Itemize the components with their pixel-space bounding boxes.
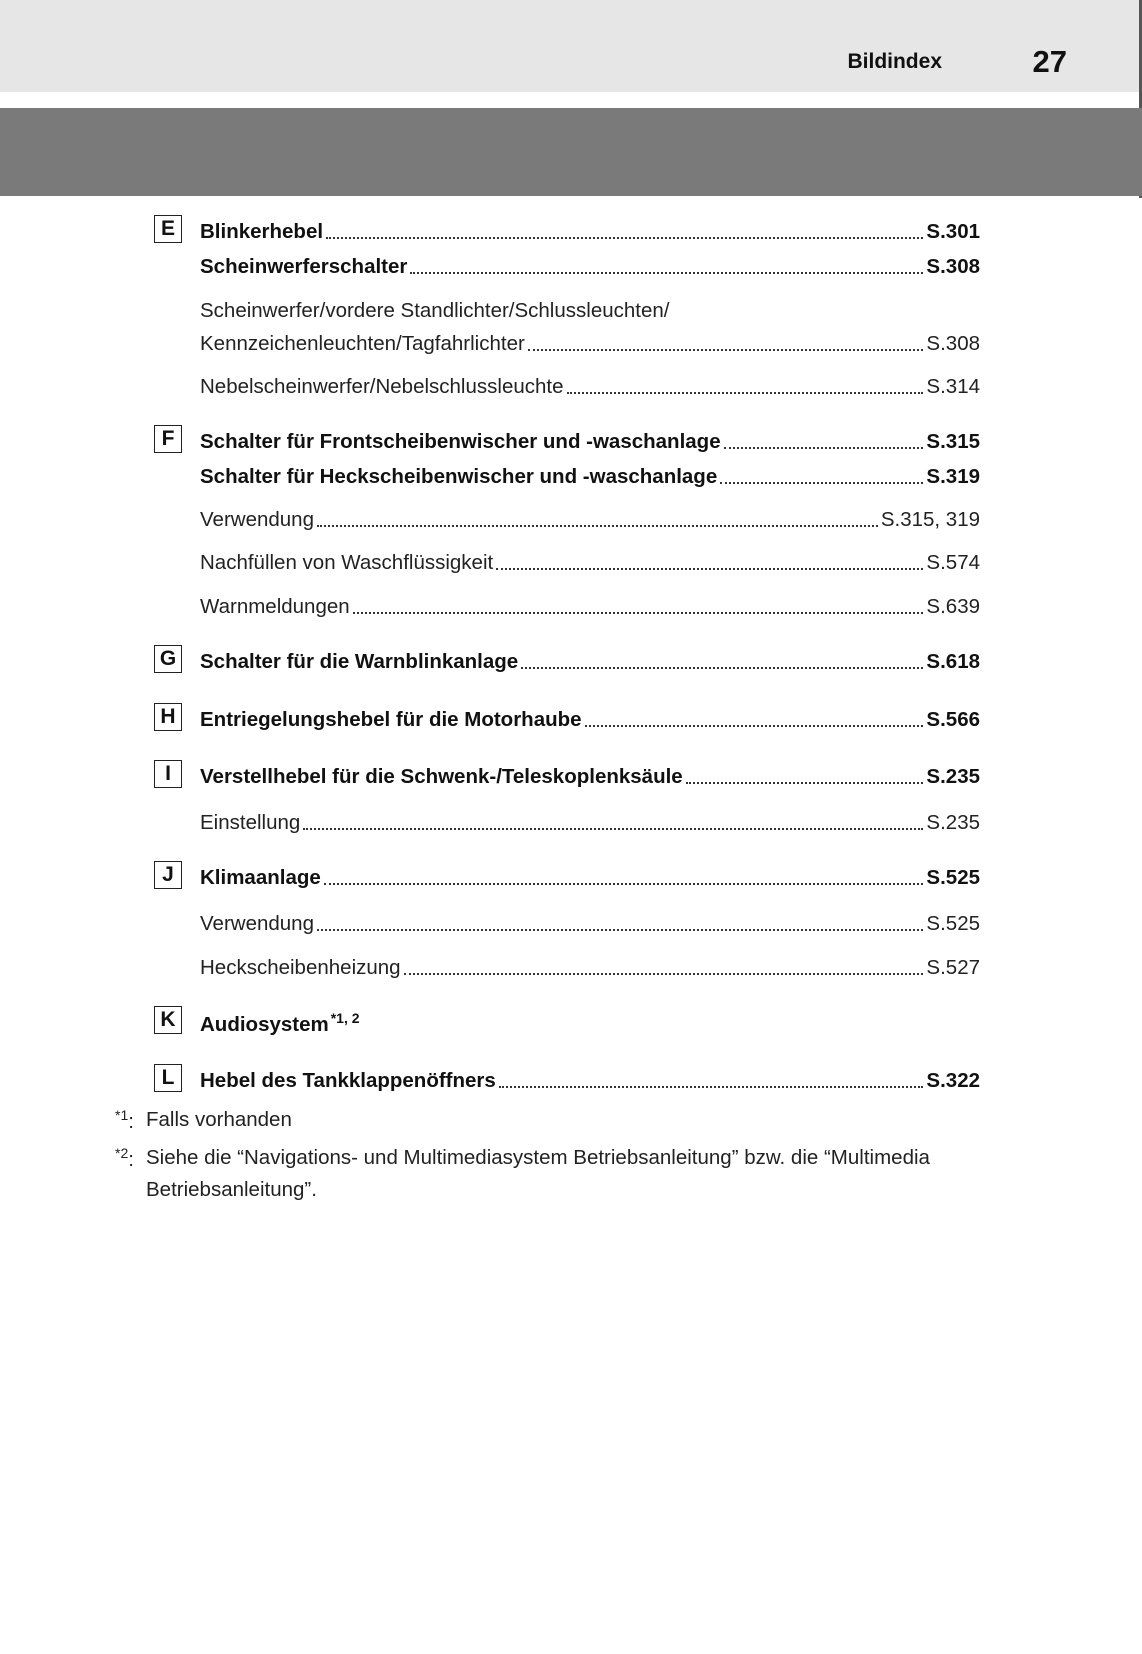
- header-gray-bar: [0, 108, 1142, 196]
- entry-title: Schalter für die Warnblinkanlage: [200, 650, 519, 673]
- leader-dots: [317, 525, 878, 527]
- index-entry[interactable]: [200, 255, 980, 279]
- index-entry[interactable]: [200, 866, 980, 890]
- page-ref: S.235: [926, 765, 980, 788]
- footnote-mark: $^{*1}$:: [115, 1107, 134, 1133]
- letter-box-h: H: [154, 703, 182, 731]
- leader-dots: [720, 482, 923, 484]
- index-entry[interactable]: [200, 811, 980, 835]
- entry-title: Scheinwerferschalter: [200, 255, 408, 278]
- page-ref: S.566: [926, 708, 980, 731]
- footnote-text: Siehe die “Navigations- und Multimediasystem Betriebsanleitung” bzw. die “Multimedia Betriebsanleitung”.: [146, 1146, 930, 1201]
- leader-dots: [686, 782, 924, 784]
- leader-dots: [496, 568, 923, 570]
- page-ref: S.618: [926, 650, 980, 673]
- page-header: [0, 0, 1142, 92]
- entry-title: Schalter für Frontscheibenwischer und -waschanlage: [200, 430, 721, 453]
- entry-title: Entriegelungshebel für die Motorhaube: [200, 708, 582, 731]
- index-entry[interactable]: [200, 956, 980, 980]
- index-entry[interactable]: [200, 765, 980, 789]
- page-ref: S.235: [926, 811, 980, 834]
- index-entry[interactable]: [200, 430, 980, 454]
- footnote-ref: *1, 2: [330, 1010, 360, 1026]
- letter-box-e: E: [154, 215, 182, 243]
- entry-title: Blinkerhebel: [200, 220, 324, 243]
- entry-title: Heckscheibenheizung: [200, 956, 401, 979]
- index-entry[interactable]: [200, 1010, 360, 1037]
- letter-box-g: G: [154, 645, 182, 673]
- entry-title: Verwendung: [200, 912, 314, 935]
- leader-dots: [521, 667, 923, 669]
- index-entry[interactable]: [200, 220, 980, 244]
- page-ref: S.315: [926, 430, 980, 453]
- page-ref: S.315, 319: [880, 508, 980, 531]
- page-ref: S.574: [926, 551, 980, 574]
- index-entry[interactable]: [200, 595, 980, 619]
- footnote-mark: $^{*2}$:: [115, 1145, 134, 1171]
- leader-dots: [317, 929, 923, 931]
- page-number: 27: [1032, 44, 1067, 79]
- leader-dots: [303, 828, 923, 830]
- page-ref: S.639: [926, 595, 980, 618]
- index-entry[interactable]: [200, 708, 980, 732]
- entry-title: Nachfüllen von Waschflüssigkeit: [200, 551, 494, 574]
- entry-title: Einstellung: [200, 811, 301, 834]
- page-ref: S.322: [926, 1069, 980, 1092]
- index-entry[interactable]: [200, 912, 980, 936]
- entry-title: Kennzeichenleuchten/Tagfahrlichter: [200, 332, 525, 355]
- leader-dots: [326, 237, 923, 239]
- index-entry[interactable]: [200, 332, 980, 356]
- leader-dots: [410, 272, 923, 274]
- entry-title: Klimaanlage: [200, 866, 321, 889]
- section-title: Bildindex: [847, 50, 942, 73]
- letter-box-k: K: [154, 1006, 182, 1034]
- letter-box-f: F: [154, 425, 182, 453]
- footnote-text: Falls vorhanden: [146, 1108, 292, 1131]
- entry-title: Schalter für Heckscheibenwischer und -waschanlage: [200, 465, 718, 488]
- entry-title: Verstellhebel für die Schwenk-/Teleskoplenksäule: [200, 765, 683, 788]
- entry-title: Verwendung: [200, 508, 314, 531]
- letter-box-j: J: [154, 861, 182, 889]
- entry-title-line: Scheinwerfer/vordere Standlichter/Schlussleuchten/: [200, 299, 670, 322]
- leader-dots: [404, 973, 924, 975]
- letter-box-l: L: [154, 1064, 182, 1092]
- entry-title: Nebelscheinwerfer/Nebelschlussleuchte: [200, 375, 564, 398]
- page-ref: S.525: [926, 866, 980, 889]
- page-ref: S.319: [926, 465, 980, 488]
- leader-dots: [585, 725, 924, 727]
- index-entry[interactable]: [200, 551, 980, 575]
- leader-dots: [528, 349, 924, 351]
- page-ref: S.314: [926, 375, 980, 398]
- entry-title: Warnmeldungen: [200, 595, 350, 618]
- index-entry[interactable]: [200, 508, 980, 532]
- page-ref: S.308: [926, 332, 980, 355]
- leader-dots: [324, 883, 924, 885]
- leader-dots: [724, 447, 924, 449]
- page-ref: S.301: [926, 220, 980, 243]
- leader-dots: [353, 612, 924, 614]
- index-entry[interactable]: [200, 465, 980, 489]
- index-entry[interactable]: [200, 375, 980, 399]
- entry-title: Audiosystem: [200, 1013, 329, 1036]
- leader-dots: [567, 392, 924, 394]
- index-entry[interactable]: [200, 1069, 980, 1093]
- page-ref: S.525: [926, 912, 980, 935]
- page-ref: S.308: [926, 255, 980, 278]
- index-entry[interactable]: [200, 650, 980, 674]
- leader-dots: [499, 1086, 924, 1088]
- entry-title: Hebel des Tankklappenöffners: [200, 1069, 496, 1092]
- letter-box-i: I: [154, 760, 182, 788]
- page-ref: S.527: [926, 956, 980, 979]
